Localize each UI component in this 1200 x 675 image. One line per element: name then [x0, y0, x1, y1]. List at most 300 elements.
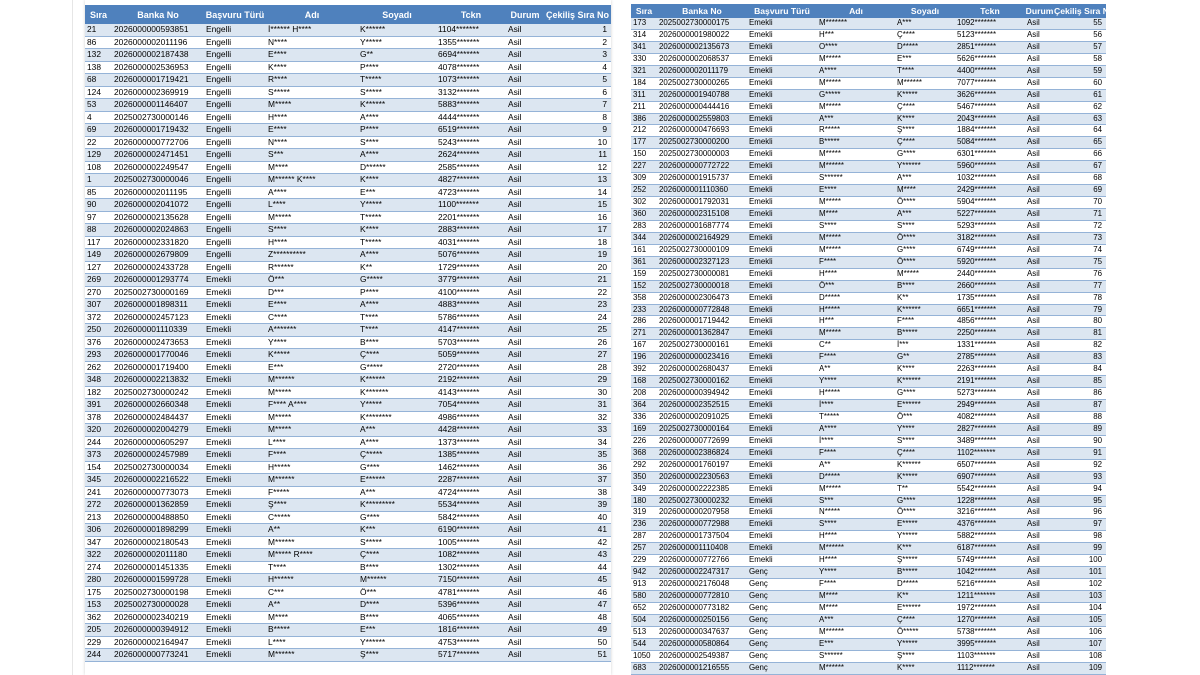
- cell-banka-no: 2026000001980022: [657, 29, 747, 41]
- cell-durum: Asil: [506, 299, 544, 312]
- cell-adi: A**: [817, 459, 895, 471]
- cell-basvuru-turu: Emekli: [204, 649, 266, 662]
- table-row: [631, 18, 1106, 29]
- cell-cekilis-sira-no: 38: [544, 486, 611, 499]
- cell-adi: M*****: [266, 211, 358, 224]
- cell-durum: Asil: [506, 574, 544, 587]
- cell-tckn: 4753*******: [436, 636, 506, 649]
- cell-durum: Asil: [1025, 352, 1054, 364]
- cell-adi: R****: [266, 74, 358, 87]
- cell-sira: 182: [85, 386, 112, 399]
- cell-durum: Asil: [506, 424, 544, 437]
- cell-sira: 280: [85, 574, 112, 587]
- cell-banka-no: 2026000002004279: [112, 424, 204, 437]
- cell-tckn: 2720*******: [436, 361, 506, 374]
- cell-adi: H****: [817, 268, 895, 280]
- cell-sira: 913: [631, 579, 657, 591]
- cell-soyadi: E******: [358, 474, 436, 487]
- table-row: [85, 574, 611, 587]
- cell-durum: Asil: [506, 49, 544, 62]
- cell-cekilis-sira-no: 95: [1054, 495, 1106, 507]
- cell-tckn: 4856*******: [955, 316, 1025, 328]
- cell-tckn: 2250*******: [955, 328, 1025, 340]
- cell-soyadi: A***: [895, 18, 955, 29]
- table-row: [85, 199, 611, 212]
- cell-durum: Asil: [1025, 662, 1054, 674]
- cell-banka-no: 2026000002660348: [112, 399, 204, 412]
- left-draw-table: [85, 5, 611, 662]
- table-row: [631, 579, 1106, 591]
- cell-soyadi: A****: [358, 149, 436, 162]
- cell-durum: Asil: [506, 124, 544, 137]
- cell-sira: 236: [631, 519, 657, 531]
- cell-sira: 364: [631, 400, 657, 412]
- cell-durum: Asil: [506, 386, 544, 399]
- cell-cekilis-sira-no: 21: [544, 274, 611, 287]
- cell-durum: Asil: [1025, 579, 1054, 591]
- cell-basvuru-turu: Emekli: [747, 459, 817, 471]
- cell-basvuru-turu: Engelli: [204, 236, 266, 249]
- table-row: [631, 483, 1106, 495]
- table-row: [631, 53, 1106, 65]
- cell-adi: M****: [817, 591, 895, 603]
- cell-basvuru-turu: Genç: [747, 650, 817, 662]
- header-basvuru-turu[interactable]: Başvuru Türü: [747, 4, 817, 18]
- cell-banka-no: 2026000001719400: [112, 361, 204, 374]
- header-banka-no[interactable]: Banka No: [657, 4, 747, 18]
- cell-soyadi: A****: [358, 249, 436, 262]
- cell-soyadi: P****: [358, 61, 436, 74]
- cell-cekilis-sira-no: 65: [1054, 137, 1106, 149]
- cell-sira: 362: [85, 611, 112, 624]
- cell-basvuru-turu: Emekli: [747, 113, 817, 125]
- cell-durum: Asil: [1025, 41, 1054, 53]
- table-row: [85, 261, 611, 274]
- cell-sira: 86: [85, 36, 112, 49]
- cell-cekilis-sira-no: 36: [544, 461, 611, 474]
- table-row: [85, 399, 611, 412]
- cell-durum: Asil: [1025, 256, 1054, 268]
- header-sira[interactable]: Sıra: [85, 5, 112, 24]
- cell-adi: M*****: [817, 328, 895, 340]
- cell-sira: 376: [85, 336, 112, 349]
- cell-tckn: 1112*******: [955, 662, 1025, 674]
- cell-sira: 150: [631, 149, 657, 161]
- cell-tckn: 5703*******: [436, 336, 506, 349]
- cell-sira: 683: [631, 662, 657, 674]
- table-row: [631, 591, 1106, 603]
- cell-tckn: 4724*******: [436, 486, 506, 499]
- cell-banka-no: 2026000002473653: [112, 336, 204, 349]
- cell-soyadi: K***: [358, 524, 436, 537]
- header-tckn[interactable]: Tckn: [436, 5, 506, 24]
- cell-cekilis-sira-no: 3: [544, 49, 611, 62]
- table-row: [85, 224, 611, 237]
- cell-tckn: 1816*******: [436, 624, 506, 637]
- cell-basvuru-turu: Emekli: [204, 574, 266, 587]
- cell-banka-no: 2026000001737504: [657, 531, 747, 543]
- cell-adi: S******: [817, 650, 895, 662]
- cell-adi: R******: [266, 261, 358, 274]
- cell-basvuru-turu: Emekli: [204, 361, 266, 374]
- cell-banka-no: 2026000001915737: [657, 173, 747, 185]
- cell-tckn: 2949*******: [955, 400, 1025, 412]
- table-row: [631, 280, 1106, 292]
- table-row: [631, 626, 1106, 638]
- cell-basvuru-turu: Emekli: [204, 324, 266, 337]
- table-row: [85, 511, 611, 524]
- cell-tckn: 1355*******: [436, 36, 506, 49]
- cell-basvuru-turu: Emekli: [204, 536, 266, 549]
- cell-soyadi: İ***: [895, 340, 955, 352]
- cell-basvuru-turu: Genç: [747, 567, 817, 579]
- cell-sira: 97: [85, 211, 112, 224]
- header-basvuru-turu[interactable]: Başvuru Türü: [204, 5, 266, 24]
- cell-banka-no: 2026000002176048: [657, 579, 747, 591]
- cell-soyadi: T*****: [358, 74, 436, 87]
- cell-tckn: 1102*******: [955, 447, 1025, 459]
- cell-soyadi: Ç*****: [358, 449, 436, 462]
- cell-banka-no: 2026000001940788: [657, 89, 747, 101]
- cell-cekilis-sira-no: 59: [1054, 65, 1106, 77]
- cell-cekilis-sira-no: 32: [544, 411, 611, 424]
- cell-adi: S****: [817, 220, 895, 232]
- cell-cekilis-sira-no: 49: [544, 624, 611, 637]
- cell-soyadi: E***: [358, 624, 436, 637]
- cell-banka-no: 2026000002230563: [657, 471, 747, 483]
- cell-basvuru-turu: Emekli: [747, 53, 817, 65]
- cell-banka-no: 2026000002306473: [657, 292, 747, 304]
- cell-soyadi: T*****: [358, 211, 436, 224]
- cell-adi: M*****: [266, 99, 358, 112]
- header-adi[interactable]: Adı: [266, 5, 358, 24]
- table-row: [85, 336, 611, 349]
- cell-cekilis-sira-no: 93: [1054, 471, 1106, 483]
- right-table-body: [631, 18, 1106, 674]
- cell-adi: H******: [266, 574, 358, 587]
- cell-banka-no: 2026000001898299: [112, 524, 204, 537]
- cell-basvuru-turu: Engelli: [204, 74, 266, 87]
- cell-durum: Asil: [1025, 376, 1054, 388]
- cell-durum: Asil: [506, 561, 544, 574]
- cell-soyadi: Ç****: [358, 549, 436, 562]
- header-adi[interactable]: Adı: [817, 4, 895, 18]
- cell-banka-no: 2026000002216522: [112, 474, 204, 487]
- cell-soyadi: B*****: [895, 328, 955, 340]
- table-row: [85, 611, 611, 624]
- cell-cekilis-sira-no: 69: [1054, 185, 1106, 197]
- header-cekilis-sira-no[interactable]: Çekiliş Sıra No: [1054, 6, 1115, 16]
- cell-sira: 4: [85, 111, 112, 124]
- table-row: [631, 340, 1106, 352]
- cell-tckn: 1042*******: [955, 567, 1025, 579]
- table-row: [85, 524, 611, 537]
- cell-soyadi: F****: [895, 316, 955, 328]
- table-row: [85, 636, 611, 649]
- table-row: [631, 400, 1106, 412]
- cell-sira: 349: [631, 483, 657, 495]
- cell-cekilis-sira-no: 39: [544, 499, 611, 512]
- cell-durum: Asil: [506, 549, 544, 562]
- cell-basvuru-turu: Emekli: [747, 244, 817, 256]
- table-row: [631, 495, 1106, 507]
- cell-sira: 212: [631, 125, 657, 137]
- cell-tckn: 6301*******: [955, 149, 1025, 161]
- cell-durum: Asil: [1025, 447, 1054, 459]
- table-row: [85, 624, 611, 637]
- cell-adi: A***: [817, 113, 895, 125]
- cell-adi: H***: [817, 316, 895, 328]
- cell-adi: D*****: [817, 292, 895, 304]
- cell-soyadi: G****: [895, 388, 955, 400]
- cell-basvuru-turu: Engelli: [204, 249, 266, 262]
- cell-basvuru-turu: Emekli: [747, 411, 817, 423]
- cell-durum: Asil: [506, 524, 544, 537]
- cell-durum: Asil: [1025, 531, 1054, 543]
- table-row: [85, 111, 611, 124]
- cell-basvuru-turu: Emekli: [747, 507, 817, 519]
- cell-adi: F*****: [266, 486, 358, 499]
- table-row: [631, 125, 1106, 137]
- cell-soyadi: E*****: [895, 519, 955, 531]
- cell-tckn: 1729*******: [436, 261, 506, 274]
- cell-tckn: 5273*******: [955, 388, 1025, 400]
- cell-soyadi: T****: [358, 311, 436, 324]
- cell-durum: Asil: [1025, 614, 1054, 626]
- cell-durum: Asil: [1025, 18, 1054, 29]
- cell-banka-no: 2025002730000046: [112, 174, 204, 187]
- cell-cekilis-sira-no: 77: [1054, 280, 1106, 292]
- cell-adi: Y****: [266, 336, 358, 349]
- cell-adi: M******: [266, 536, 358, 549]
- cell-basvuru-turu: Genç: [747, 602, 817, 614]
- cell-soyadi: M******: [895, 77, 955, 89]
- cell-sira: 942: [631, 567, 657, 579]
- cell-adi: M****: [266, 611, 358, 624]
- cell-soyadi: P****: [358, 286, 436, 299]
- cell-adi: M*****: [817, 232, 895, 244]
- cell-durum: Asil: [1025, 483, 1054, 495]
- cell-basvuru-turu: Engelli: [204, 61, 266, 74]
- cell-durum: Asil: [506, 149, 544, 162]
- cell-basvuru-turu: Emekli: [747, 519, 817, 531]
- cell-adi: T****: [266, 561, 358, 574]
- cell-adi: F****: [266, 449, 358, 462]
- cell-banka-no: 2026000001146407: [112, 99, 204, 112]
- cell-banka-no: 2026000001110339: [112, 324, 204, 337]
- cell-cekilis-sira-no: 68: [1054, 173, 1106, 185]
- header-durum[interactable]: Durum: [1025, 6, 1054, 16]
- cell-durum: Asil: [1025, 29, 1054, 41]
- cell-adi: F****: [817, 579, 895, 591]
- cell-sira: 341: [631, 41, 657, 53]
- cell-sira: 1: [85, 174, 112, 187]
- cell-basvuru-turu: Emekli: [747, 185, 817, 197]
- cell-tckn: 6694*******: [436, 49, 506, 62]
- cell-tckn: 4781*******: [436, 586, 506, 599]
- cell-sira: 269: [85, 274, 112, 287]
- cell-basvuru-turu: Emekli: [747, 268, 817, 280]
- cell-cekilis-sira-no: 18: [544, 236, 611, 249]
- cell-cekilis-sira-no: 16: [544, 211, 611, 224]
- cell-basvuru-turu: Emekli: [204, 461, 266, 474]
- cell-cekilis-sira-no: 99: [1054, 543, 1106, 555]
- cell-banka-no: 2026000002559803: [657, 113, 747, 125]
- cell-basvuru-turu: Emekli: [747, 256, 817, 268]
- cell-tckn: 5076*******: [436, 249, 506, 262]
- cell-soyadi: G**: [358, 49, 436, 62]
- table-row: [631, 519, 1106, 531]
- cell-soyadi: K******: [895, 459, 955, 471]
- table-row: [85, 536, 611, 549]
- cell-adi: E****: [817, 185, 895, 197]
- table-row: [85, 136, 611, 149]
- cell-soyadi: S****: [358, 136, 436, 149]
- cell-sira: 132: [85, 49, 112, 62]
- cell-banka-no: 2026000000250156: [657, 614, 747, 626]
- cell-adi: F****: [817, 256, 895, 268]
- cell-soyadi: Ö***: [358, 586, 436, 599]
- cell-banka-no: 2025002730000146: [112, 111, 204, 124]
- left-table-page: [85, 0, 611, 675]
- cell-banka-no: 2026000001362847: [657, 328, 747, 340]
- cell-adi: M*****: [817, 101, 895, 113]
- cell-adi: M******: [266, 474, 358, 487]
- cell-soyadi: A****: [358, 299, 436, 312]
- cell-banka-no: 2026000000444416: [657, 101, 747, 113]
- cell-soyadi: B****: [358, 611, 436, 624]
- cell-adi: M******: [817, 626, 895, 638]
- header-soyadi[interactable]: Soyadı: [895, 4, 955, 18]
- cell-tckn: 2201*******: [436, 211, 506, 224]
- cell-cekilis-sira-no: 25: [544, 324, 611, 337]
- cell-adi: L****: [266, 436, 358, 449]
- cell-banka-no: 2026000002091025: [657, 411, 747, 423]
- cell-banka-no: 2026000001760197: [657, 459, 747, 471]
- cell-durum: Asil: [1025, 435, 1054, 447]
- cell-soyadi: G*****: [358, 274, 436, 287]
- cell-basvuru-turu: Emekli: [747, 161, 817, 173]
- cell-tckn: 6190*******: [436, 524, 506, 537]
- table-row: [85, 449, 611, 462]
- table-row: [85, 99, 611, 112]
- table-row: [85, 174, 611, 187]
- header-durum[interactable]: Durum: [506, 5, 544, 24]
- cell-durum: Asil: [506, 249, 544, 262]
- cell-basvuru-turu: Emekli: [204, 511, 266, 524]
- cell-banka-no: 2026000002471451: [112, 149, 204, 162]
- cell-durum: Asil: [506, 236, 544, 249]
- cell-sira: 153: [85, 599, 112, 612]
- cell-soyadi: A***: [358, 424, 436, 437]
- cell-soyadi: Ö****: [895, 256, 955, 268]
- table-row: [631, 435, 1106, 447]
- cell-tckn: 1373*******: [436, 436, 506, 449]
- cell-tckn: 5786*******: [436, 311, 506, 324]
- cell-soyadi: M****: [895, 185, 955, 197]
- cell-cekilis-sira-no: 11: [544, 149, 611, 162]
- cell-cekilis-sira-no: 76: [1054, 268, 1106, 280]
- table-row: [85, 324, 611, 337]
- cell-tckn: 2429*******: [955, 185, 1025, 197]
- cell-durum: Asil: [506, 461, 544, 474]
- table-row: [631, 364, 1106, 376]
- cell-cekilis-sira-no: 106: [1054, 626, 1106, 638]
- table-row: [631, 244, 1106, 256]
- cell-adi: A**: [817, 364, 895, 376]
- cell-tckn: 6187*******: [955, 543, 1025, 555]
- right-draw-table: [631, 4, 1115, 675]
- cell-durum: Asil: [506, 336, 544, 349]
- cell-adi: M*****: [817, 197, 895, 209]
- cell-banka-no: 2026000000394942: [657, 388, 747, 400]
- cell-sira: 311: [631, 89, 657, 101]
- cell-banka-no: 2025002730000003: [657, 149, 747, 161]
- right-header-row: [631, 4, 1106, 18]
- cell-soyadi: Ç****: [895, 29, 955, 41]
- cell-tckn: 4400*******: [955, 65, 1025, 77]
- cell-durum: Asil: [506, 286, 544, 299]
- cell-sira: 286: [631, 316, 657, 328]
- header-banka-no[interactable]: Banka No: [112, 5, 204, 24]
- header-cekilis-sira-no[interactable]: Çekiliş Sıra No: [544, 5, 611, 24]
- cell-adi: F**** A****: [266, 399, 358, 412]
- cell-basvuru-turu: Engelli: [204, 224, 266, 237]
- cell-adi: E***: [266, 361, 358, 374]
- cell-tckn: 7077*******: [955, 77, 1025, 89]
- cell-sira: 270: [85, 286, 112, 299]
- cell-durum: Asil: [1025, 328, 1054, 340]
- header-sira[interactable]: Sıra: [631, 4, 657, 18]
- cell-basvuru-turu: Engelli: [204, 174, 266, 187]
- right-table-page: [631, 4, 1115, 675]
- cell-adi: M*****: [817, 77, 895, 89]
- cell-tckn: 4444*******: [436, 111, 506, 124]
- cell-sira: 152: [631, 280, 657, 292]
- cell-basvuru-turu: Emekli: [747, 209, 817, 221]
- header-tckn[interactable]: Tckn: [955, 4, 1025, 18]
- table-row: [85, 499, 611, 512]
- header-soyadi[interactable]: Soyadı: [358, 5, 436, 24]
- cell-sira: 262: [85, 361, 112, 374]
- left-table-body: [85, 24, 611, 661]
- table-row: [85, 411, 611, 424]
- cell-banka-no: 2026000002549387: [657, 650, 747, 662]
- cell-tckn: 2883*******: [436, 224, 506, 237]
- cell-tckn: 4031*******: [436, 236, 506, 249]
- cell-tckn: 2785*******: [955, 352, 1025, 364]
- cell-sira: 293: [85, 349, 112, 362]
- cell-cekilis-sira-no: 89: [1054, 423, 1106, 435]
- cell-sira: 159: [631, 268, 657, 280]
- cell-basvuru-turu: Engelli: [204, 161, 266, 174]
- cell-basvuru-turu: Emekli: [204, 499, 266, 512]
- table-row: [85, 186, 611, 199]
- cell-durum: Asil: [506, 36, 544, 49]
- cell-basvuru-turu: Emekli: [747, 101, 817, 113]
- cell-sira: 250: [85, 324, 112, 337]
- table-row: [631, 471, 1106, 483]
- cell-banka-no: 2026000002180543: [112, 536, 204, 549]
- cell-durum: Asil: [506, 61, 544, 74]
- cell-sira: 345: [85, 474, 112, 487]
- cell-durum: Asil: [1025, 292, 1054, 304]
- cell-basvuru-turu: Emekli: [204, 624, 266, 637]
- cell-durum: Asil: [1025, 638, 1054, 650]
- cell-basvuru-turu: Engelli: [204, 111, 266, 124]
- cell-basvuru-turu: Genç: [747, 591, 817, 603]
- cell-cekilis-sira-no: 100: [1054, 555, 1106, 567]
